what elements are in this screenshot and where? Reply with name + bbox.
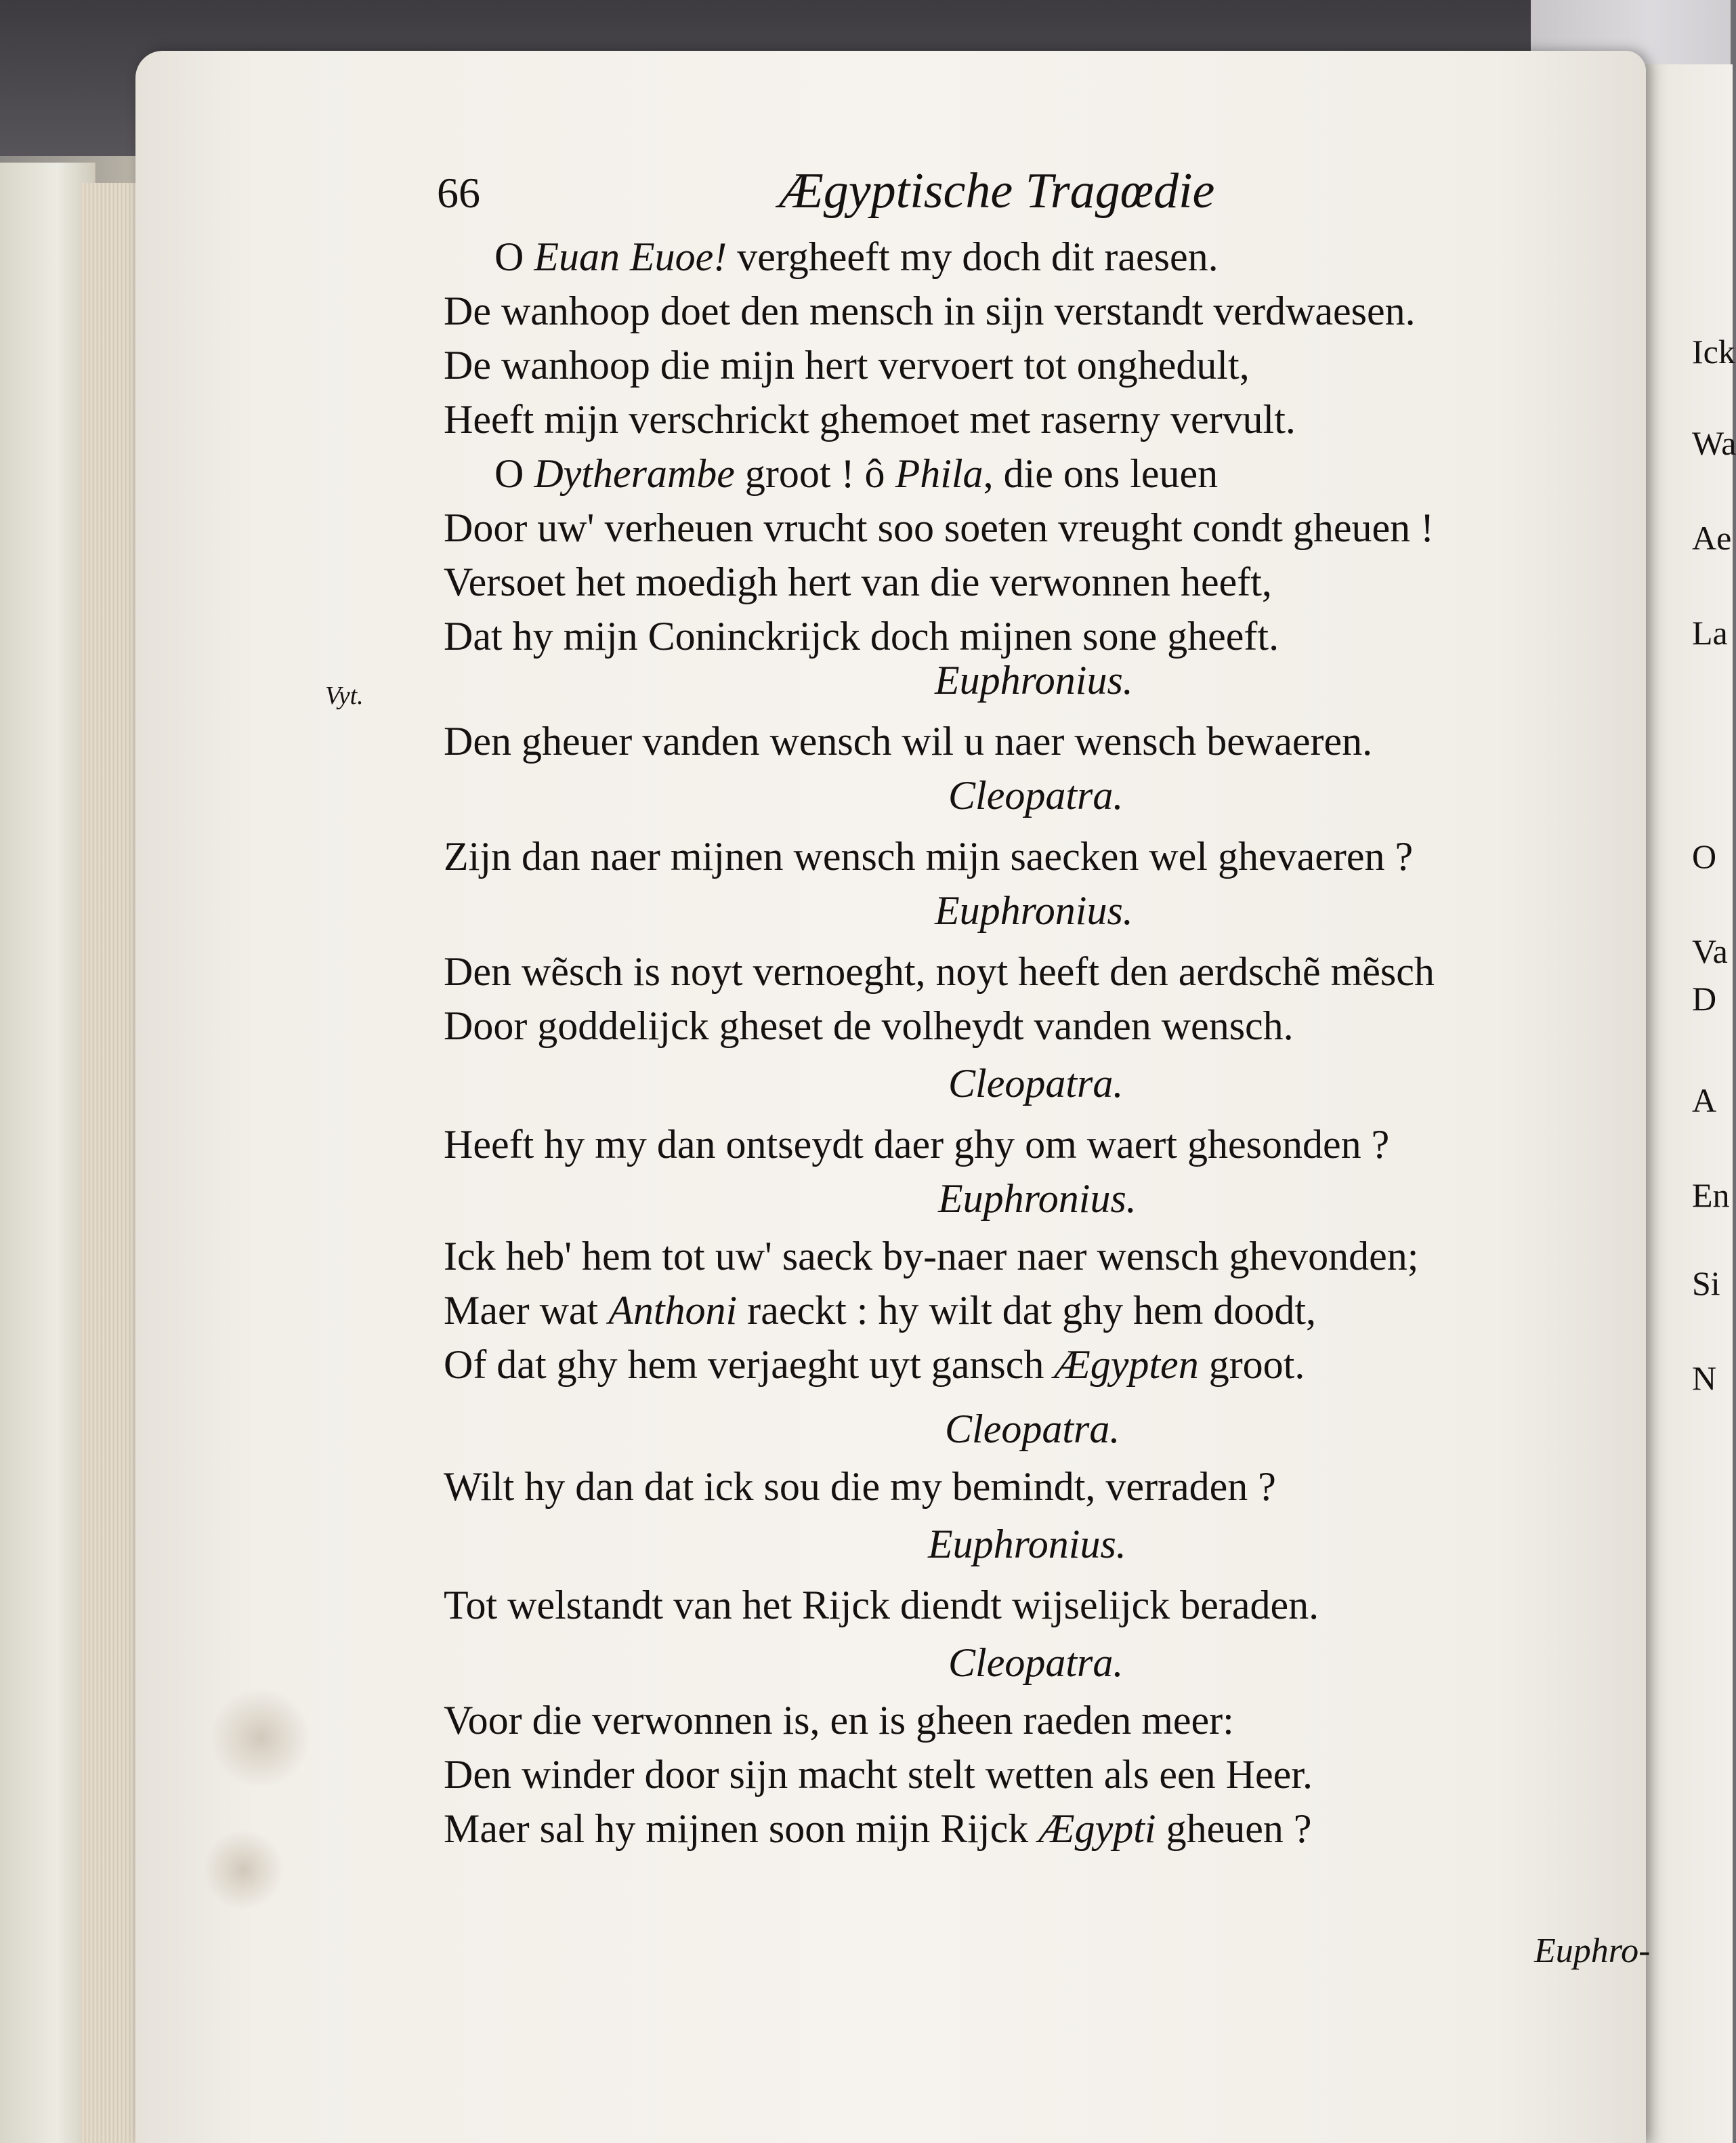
catchword: Euphro- bbox=[1534, 1932, 1651, 1970]
paper-stain bbox=[203, 1829, 284, 1911]
margin-note: Vyt. bbox=[325, 682, 364, 710]
speaker-name: Cleopatra. bbox=[948, 1640, 1124, 1685]
facing-fragment: Ick bbox=[1692, 333, 1735, 371]
verse-line: O Euan Euoe! vergheeft my doch dit raesen. bbox=[494, 234, 1219, 279]
verse-line: Door uw' verheuen vrucht soo soeten vreught condt gheuen ! bbox=[444, 505, 1435, 550]
verse-line: O Dytherambe groot ! ô Phila, die ons leuen bbox=[494, 451, 1219, 496]
verse-line: Heeft mijn verschrickt ghemoet met raserny vervult. bbox=[444, 397, 1296, 442]
speaker-name: Cleopatra. bbox=[948, 773, 1124, 818]
verse-line: Den wẽsch is noyt vernoeght, noyt heeft den aerdschẽ mẽsch bbox=[444, 949, 1435, 994]
verse-line: Ick heb' hem tot uw' saeck by-naer naer wensch ghevonden; bbox=[444, 1234, 1419, 1278]
facing-page bbox=[1632, 64, 1736, 2143]
verse-line: De wanhoop die mijn hert vervoert tot onghedult, bbox=[444, 343, 1250, 388]
verse-line: Den gheuer vanden wensch wil u naer wensch bewaeren. bbox=[444, 719, 1373, 764]
facing-fragment: A bbox=[1692, 1081, 1717, 1119]
verse-line: Maer wat Anthoni raeckt : hy wilt dat ghy hem doodt, bbox=[444, 1288, 1317, 1333]
running-title: Ægyptische Tragœdie bbox=[779, 163, 1215, 219]
facing-fragment: O bbox=[1692, 837, 1717, 875]
speaker-name: Euphronius. bbox=[935, 658, 1133, 703]
verse-line: Door goddelijck gheset de volheydt vanden wensch. bbox=[444, 1003, 1294, 1048]
speaker-name: Cleopatra. bbox=[945, 1407, 1120, 1451]
facing-fragment: Wa bbox=[1692, 424, 1736, 462]
verse-line: De wanhoop doet den mensch in sijn verstandt verdwaesen. bbox=[444, 289, 1416, 333]
verse-line: Heeft hy my dan ontseydt daer ghy om waert ghesonden ? bbox=[444, 1122, 1390, 1167]
verse-line: Den winder door sijn macht stelt wetten als een Heer. bbox=[444, 1752, 1313, 1797]
speaker-name: Euphronius. bbox=[935, 888, 1133, 933]
verse-line: Voor die verwonnen is, en is gheen raeden meer: bbox=[444, 1698, 1234, 1743]
facing-fragment: Si bbox=[1692, 1264, 1720, 1302]
verse-line: Maer sal hy mijnen soon mijn Rijck Ægypti gheuen ? bbox=[444, 1806, 1312, 1851]
verse-line: Dat hy mijn Coninckrijck doch mijnen sone gheeft. bbox=[444, 614, 1279, 659]
verse-line: Zijn dan naer mijnen wensch mijn saecken wel ghevaeren ? bbox=[444, 834, 1414, 879]
facing-fragment: N bbox=[1692, 1359, 1717, 1397]
facing-fragment: D bbox=[1692, 980, 1717, 1018]
facing-fragment: Ae bbox=[1692, 519, 1732, 557]
speaker-name: Euphronius. bbox=[928, 1522, 1126, 1566]
page-number: 66 bbox=[437, 169, 480, 217]
verse-line: Wilt hy dan dat ick sou die my bemindt, verraden ? bbox=[444, 1464, 1276, 1509]
speaker-name: Euphronius. bbox=[938, 1176, 1137, 1221]
verse-line: Tot welstandt van het Rijck diendt wijselijck beraden. bbox=[444, 1583, 1319, 1627]
speaker-name: Cleopatra. bbox=[948, 1061, 1124, 1106]
paper-stain bbox=[210, 1687, 312, 1789]
verse-line: Versoet het moedigh hert van die verwonnen heeft, bbox=[444, 560, 1272, 604]
verse-line: Of dat ghy hem verjaeght uyt gansch Ægypten groot. bbox=[444, 1342, 1305, 1387]
facing-fragment: La bbox=[1692, 614, 1728, 652]
facing-fragment: Va bbox=[1692, 932, 1728, 970]
facing-fragment: En bbox=[1692, 1176, 1730, 1214]
